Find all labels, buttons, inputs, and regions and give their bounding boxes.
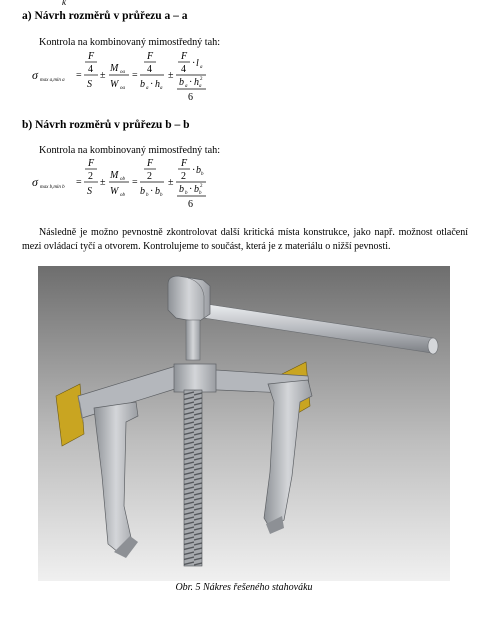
formula-b-pm2: ± <box>168 177 174 188</box>
screw-neck <box>186 320 200 360</box>
formula-b-l-sub: b <box>201 172 204 177</box>
formula-a-dot3: · <box>189 77 193 88</box>
formula-a-S: S <box>87 79 92 90</box>
section-b-intro: Kontrola na kombinovaný mimostředný tah: <box>39 145 221 156</box>
center-nut <box>174 364 216 392</box>
formula-a-dot1: · <box>150 79 154 90</box>
formula-a-sigma: σ <box>32 68 38 82</box>
formula-b-eq2: = <box>132 177 138 188</box>
formula-a-dot2: · <box>192 58 196 69</box>
threaded-screw <box>184 390 202 566</box>
formula-b-two2: 2 <box>147 171 152 182</box>
formula-b-l: b <box>196 165 201 176</box>
formula-a <box>30 50 270 104</box>
formula-a-pm2: ± <box>168 70 174 81</box>
formula-a-four3: 4 <box>181 64 186 75</box>
formula-a-h2-sq: 2 <box>200 77 203 82</box>
formula-a-l-sub: a <box>200 65 203 70</box>
formula-b-h2: b <box>194 184 199 195</box>
formula-b-dot3: · <box>189 184 193 195</box>
header-mark: k <box>62 0 66 7</box>
formula-b-h1: b <box>155 186 160 197</box>
formula-b-F2: F <box>147 158 154 169</box>
formula-a-b1-sub: a <box>146 86 149 91</box>
formula-a-four1: 4 <box>88 64 93 75</box>
formula-b-six: 6 <box>188 199 193 210</box>
figure-3d-render <box>38 266 450 581</box>
formula-b-F3: F <box>181 158 188 169</box>
formula-b-h2-sq: 2 <box>200 184 203 189</box>
formula-b-M: M <box>110 170 119 181</box>
section-a-intro: Kontrola na kombinovaný mimostředný tah: <box>39 37 221 48</box>
formula-b-F1: F <box>88 158 95 169</box>
formula-a-eq1: = <box>76 70 82 81</box>
formula-a-h1-sub: a <box>160 86 163 91</box>
formula-b-b2: b <box>179 184 184 195</box>
formula-a-l: l <box>196 58 199 69</box>
formula-a-F3: F <box>181 51 188 62</box>
formula-a-M-sub: oa <box>120 70 125 75</box>
formula-a-eq2: = <box>132 70 138 81</box>
formula-b-two1: 2 <box>88 171 93 182</box>
formula-b-h1-sub: b <box>160 193 163 198</box>
formula-b-sigma-sub: max b,min b <box>40 185 65 190</box>
body-paragraph: Následně je možno pevnostně zkontrolovat další kritická místa konstrukce, jako např. možnost otlačení mezi ovládací tyčí a otvorem. Kontrolujeme to součást, která je z materiálu o nižší pevnosti. <box>22 227 468 252</box>
formula-b-dot2: · <box>192 165 196 176</box>
formula-a-M: M <box>110 63 119 74</box>
formula-b-W-sub: ob <box>120 193 125 198</box>
formula-a-F1: F <box>88 51 95 62</box>
formula-b-b1-sub: b <box>146 193 149 198</box>
formula-b-sigma: σ <box>32 175 38 189</box>
formula-a-h1: h <box>155 79 160 90</box>
section-a-heading: a) Návrh rozměrů v průřezu a – a <box>22 10 188 22</box>
formula-a-h2-sub: a <box>199 84 202 89</box>
formula-a-F2: F <box>147 51 154 62</box>
formula-b-b1: b <box>140 186 145 197</box>
formula-a-pm1: ± <box>100 70 106 81</box>
puller-illustration <box>38 266 450 581</box>
formula-a-W-sub: oa <box>120 86 125 91</box>
formula-a-sigma-sub: max a,min a <box>40 78 65 83</box>
formula-a-b1: b <box>140 79 145 90</box>
formula-b-M-sub: ob <box>120 177 125 182</box>
formula-b-two3: 2 <box>181 171 186 182</box>
formula-b-dot1: · <box>150 186 154 197</box>
formula-a-W: W <box>110 79 119 90</box>
formula-b-S: S <box>87 186 92 197</box>
section-b-heading: b) Návrh rozměrů v průřezu b – b <box>22 119 190 131</box>
formula-b-pm1: ± <box>100 177 106 188</box>
formula-b <box>30 156 270 214</box>
formula-a-b2: b <box>179 77 184 88</box>
formula-b-b2-sub: b <box>185 191 188 196</box>
formula-a-h2: h <box>194 77 199 88</box>
formula-b-W: W <box>110 186 119 197</box>
formula-b-h2-sub: b <box>199 191 202 196</box>
formula-a-four2: 4 <box>147 64 152 75</box>
formula-b-eq1: = <box>76 177 82 188</box>
formula-a-six: 6 <box>188 92 193 103</box>
figure-caption: Obr. 5 Nákres řešeného stahováku <box>175 582 313 593</box>
formula-a-b2-sub: a <box>185 84 188 89</box>
